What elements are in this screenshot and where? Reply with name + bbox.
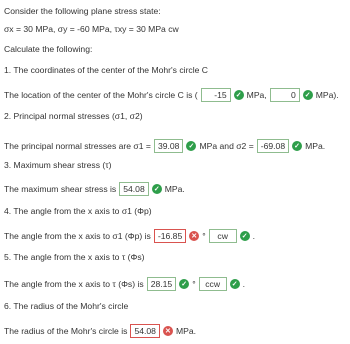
calc-instruction: Calculate the following: bbox=[4, 44, 93, 54]
check-icon: ✓ bbox=[303, 90, 313, 100]
check-icon: ✓ bbox=[292, 141, 302, 151]
q6-radius-input[interactable]: 54.08 bbox=[130, 324, 160, 338]
q6-answer-row bbox=[4, 324, 196, 338]
check-icon: ✓ bbox=[186, 141, 196, 151]
q4-direction-select[interactable]: cw bbox=[209, 229, 237, 243]
q1-text-a: The location of the center of the Mohr's circle C is ( bbox=[4, 90, 198, 100]
q4-answer-row bbox=[4, 229, 255, 243]
check-icon: ✓ bbox=[179, 279, 189, 289]
degree-symbol: ° bbox=[192, 279, 196, 289]
q1-answer-row bbox=[4, 88, 339, 102]
q4-angle-input[interactable]: -16.85 bbox=[154, 229, 186, 243]
q1-text-c: MPa). bbox=[315, 90, 339, 100]
q2-sigma2-input[interactable]: -69.08 bbox=[257, 139, 289, 153]
q3-text-a: The maximum shear stress is bbox=[4, 184, 117, 194]
cross-icon: ✕ bbox=[163, 326, 173, 336]
q1-text-b: MPa, bbox=[246, 90, 267, 100]
check-icon: ✓ bbox=[240, 231, 250, 241]
q2-heading: 2. Principal normal stresses (σ1, σ2) bbox=[4, 111, 143, 121]
q3-heading: 3. Maximum shear stress (τ) bbox=[4, 160, 112, 170]
q6-heading: 6. The radius of the Mohr's circle bbox=[4, 301, 129, 311]
q1-center-x-input[interactable]: -15 bbox=[201, 88, 231, 102]
q5-period: . bbox=[242, 279, 246, 289]
q5-heading: 5. The angle from the x axis to τ (Φs) bbox=[4, 252, 145, 262]
q5-text-a: The angle from the x axis to τ (Φs) is bbox=[4, 279, 144, 289]
q3-shear-input[interactable]: 54.08 bbox=[119, 182, 149, 196]
q1-heading: 1. The coordinates of the center of the Mohr's circle C bbox=[4, 65, 209, 75]
q5-direction-select[interactable]: ccw bbox=[199, 277, 227, 291]
q2-answer-row bbox=[4, 139, 325, 153]
q5-answer-row bbox=[4, 277, 245, 291]
q3-answer-row bbox=[4, 182, 185, 196]
q1-center-y-input[interactable]: 0 bbox=[270, 88, 300, 102]
q2-sigma1-input[interactable]: 39.08 bbox=[154, 139, 184, 153]
q5-angle-input[interactable]: 28.15 bbox=[147, 277, 177, 291]
q6-text-b: MPa. bbox=[175, 326, 197, 336]
degree-symbol: ° bbox=[202, 231, 206, 241]
check-icon: ✓ bbox=[152, 184, 162, 194]
given-values: σx = 30 MPa, σy = -60 MPa, τxy = 30 MPa cw bbox=[4, 24, 179, 34]
check-icon: ✓ bbox=[234, 90, 244, 100]
q2-text-b: MPa and σ2 = bbox=[199, 141, 254, 151]
q3-text-b: MPa. bbox=[164, 184, 185, 194]
intro-text: Consider the following plane stress state: bbox=[4, 6, 161, 16]
q4-text-a: The angle from the x axis to σ1 (Φp) is bbox=[4, 231, 151, 241]
q6-text-a: The radius of the Mohr's circle is bbox=[4, 326, 128, 336]
q4-period: . bbox=[252, 231, 256, 241]
q4-heading: 4. The angle from the x axis to σ1 (Φp) bbox=[4, 206, 152, 216]
cross-icon: ✕ bbox=[189, 231, 199, 241]
q2-text-a: The principal normal stresses are σ1 = bbox=[4, 141, 151, 151]
check-icon: ✓ bbox=[230, 279, 240, 289]
q2-text-c: MPa. bbox=[305, 141, 326, 151]
